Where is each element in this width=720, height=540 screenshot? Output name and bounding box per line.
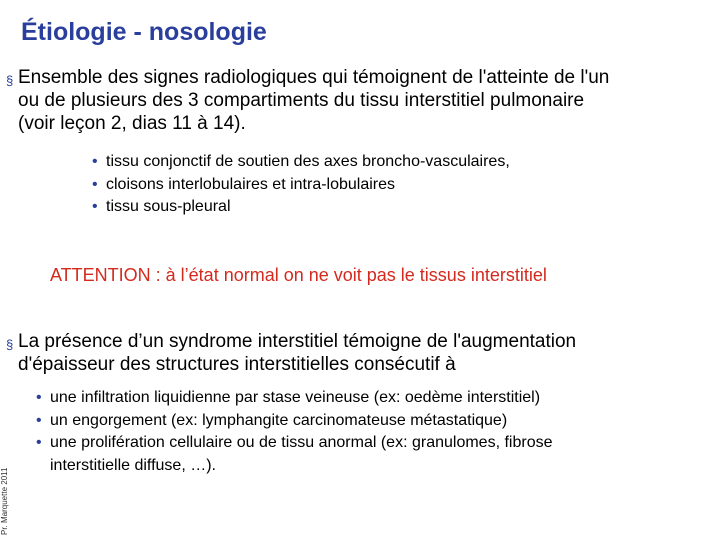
list-item [36,432,552,455]
causes-list [36,387,552,478]
bullet-marker: § [6,73,14,88]
bullet-line: (voir leçon 2, dias 11 à 14). [18,113,246,134]
list-item-text: tissu conjonctif de soutien des axes broncho-vasculaires, [106,153,510,170]
bullet-line: ou de plusieurs des 3 compartiments du tissu interstitiel pulmonaire [18,90,585,111]
bullet-interstitial-syndrome [6,330,718,376]
list-item [36,410,552,433]
sub-bullet-marker: • [36,389,42,406]
bullet-line: d'épaisseur des structures interstitielles consécutif à [18,354,456,375]
list-item-text: une infiltration liquidienne par stase veineuse (ex: oedème interstitiel) [50,389,541,406]
list-item-text: un engorgement (ex: lymphangite carcinomateuse métastatique) [50,411,508,429]
attention-warning: ATTENTION : à l’état normal on ne voit pas le tissus interstitiel [50,265,547,285]
sub-bullet-marker: • [92,175,98,193]
bullet-line: Ensemble des signes radiologiques qui témoignent de l'atteinte de l'un [18,67,610,88]
sub-bullet-marker: • [36,434,42,452]
list-item-text: tissu sous-pleural [106,198,231,216]
list-item [36,387,552,410]
list-item-text: cloisons interlobulaires et intra-lobulaires [106,175,396,193]
sub-bullet-marker: • [36,411,42,429]
bullet-line: La présence d’un syndrome interstitiel témoigne de l'augmentation [18,331,577,352]
slide-title: Étiologie - nosologie [21,18,267,46]
sub-bullet-marker: • [92,198,98,216]
bullet-marker: § [6,337,14,352]
list-item [92,174,510,197]
list-item [92,196,510,219]
bullet-radiological-signs [6,66,718,135]
list-item-text: une prolifération cellulaire ou de tissu anormal (ex: granulomes, fibrose [50,434,553,452]
list-item-continuation: interstitielle diffuse, …). [50,457,216,475]
sub-bullet-marker: • [92,153,98,170]
compartments-list [92,151,510,219]
author-credit: Pr. Marquette 2011 [0,467,9,535]
list-item [92,151,510,174]
